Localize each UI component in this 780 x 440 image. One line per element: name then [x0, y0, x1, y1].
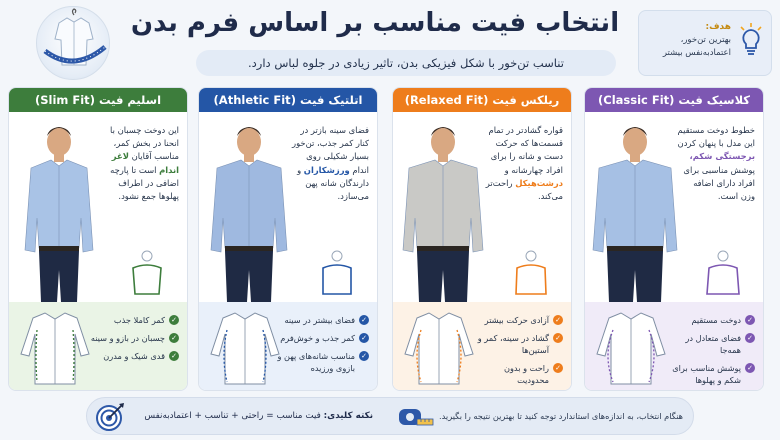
goal-text [645, 21, 731, 60]
check-icon: ✓ [745, 363, 755, 373]
feature-item [471, 362, 563, 386]
feature-text: آزادی حرکت بیشتر [484, 315, 549, 325]
fit-description [101, 124, 179, 203]
fit-card-description-area [393, 112, 571, 302]
body-shape-icon [127, 250, 167, 296]
model-photo [203, 120, 295, 302]
feature-item [87, 332, 179, 344]
footer-tip: هنگام انتخاب، به اندازه‌های استاندارد توجه کنید تا بهترین نتیجه را بگیرید. [439, 411, 683, 421]
feature-text: قدی شیک و مدرن [103, 351, 165, 361]
fit-description-text-end: و دارندگان شانه پهن می‌سازد. [297, 164, 369, 202]
model-photo [397, 120, 489, 302]
fit-description-highlight: ورزشکاران [303, 164, 350, 175]
feature-text: راحت و بدون محدودیت [503, 363, 549, 385]
feature-text: فضای بیشتر در سینه [284, 315, 355, 325]
check-icon: ✓ [359, 315, 369, 325]
feature-item [277, 350, 369, 374]
fit-description [677, 124, 755, 203]
key-note [133, 398, 373, 434]
fit-card-description-area [199, 112, 377, 302]
target-icon [95, 402, 125, 436]
key-note-text: فیت مناسب = راحتی + تناسب + اعتمادبه‌نفس [144, 411, 321, 421]
fit-features-area [199, 302, 377, 390]
check-icon: ✓ [745, 333, 755, 343]
fit-card-relaxed [392, 87, 572, 391]
footer-bar [86, 397, 694, 435]
check-icon: ✓ [553, 333, 563, 343]
feature-item [663, 362, 755, 386]
feature-text: فضای متعادل در همه‌جا [685, 333, 741, 355]
fit-description-text: قواره گشادتر در تمام قسمت‌ها که حرکت دست و شانه را برای افراد چهارشانه و [488, 125, 563, 175]
fit-card-classic [584, 87, 764, 391]
shirt-outline-icon [19, 310, 91, 386]
page-title: انتخاب فیت مناسب بر اساس فرم بدن [130, 8, 620, 38]
fit-description-text-end: است تا پارچه اضافی در اطراف پهلوها جمع نشود. [110, 164, 179, 202]
goal-line-1: بهترین تن‌خور، [680, 35, 731, 45]
feature-item [663, 332, 755, 356]
fit-card-description-area [9, 112, 187, 302]
shirt-outline-icon [403, 310, 475, 386]
lightbulb-icon [739, 23, 763, 61]
goal-title: هدف: [705, 22, 731, 32]
feature-text: مناسب شانه‌های پهن و بازوی ورزیده [277, 351, 355, 373]
fit-description-highlight: درشت‌هیکل [515, 177, 563, 188]
feature-list [471, 314, 563, 391]
page-subtitle: تناسب تن‌خور با شکل فیزیکی بدن، تاثیر زیادی در جلوه لباس دارد. [196, 50, 616, 76]
body-shape-icon [511, 250, 551, 296]
hero-shirt-tape-illustration [36, 6, 110, 80]
feature-list [277, 314, 369, 380]
feature-list [87, 314, 179, 368]
check-icon: ✓ [745, 315, 755, 325]
feature-text: دوخت مستقیم [691, 315, 741, 325]
fit-card-title: اسلیم فیت (Slim Fit) [9, 88, 187, 112]
check-icon: ✓ [169, 351, 179, 361]
fit-card-slim [8, 87, 188, 391]
fit-card-athletic [198, 87, 378, 391]
fit-features-area [585, 302, 763, 390]
feature-item [663, 314, 755, 326]
feature-item [87, 314, 179, 326]
feature-item [471, 314, 563, 326]
feature-text: کمر جذب و خوش‌فرم [280, 333, 355, 343]
check-icon: ✓ [553, 315, 563, 325]
check-icon: ✓ [169, 315, 179, 325]
feature-item [87, 350, 179, 362]
shirt-outline-icon [595, 310, 667, 386]
check-icon: ✓ [553, 363, 563, 373]
feature-text: پوشش مناسب برای شکم و پهلوها [672, 363, 741, 385]
key-note-label: نکته کلیدی: [323, 411, 373, 421]
fit-features-area [393, 302, 571, 390]
shirt-outline-icon [209, 310, 281, 386]
measuring-tape-icon [397, 406, 435, 432]
feature-text: گشاد در سینه، کمر و آستین‌ها [477, 333, 549, 355]
feature-list [663, 314, 755, 391]
model-photo [13, 120, 105, 302]
fit-description [485, 124, 563, 203]
fit-description-text: این دوخت چسبان با انحنا در بخش کمر، مناسب آقایان [110, 125, 179, 162]
fit-description-text-end: پوشش مناسبی برای افراد دارای اضافه وزن است. [683, 164, 755, 202]
fit-description [291, 124, 369, 203]
goal-box [638, 10, 772, 76]
check-icon: ✓ [359, 333, 369, 343]
feature-text: چسبان در بازو و سینه [90, 333, 165, 343]
fit-card-title: اتلتیک فیت (Athletic Fit) [199, 88, 377, 112]
feature-item [277, 314, 369, 326]
body-shape-icon [703, 250, 743, 296]
fit-description-highlight: لاغر اندام [111, 151, 179, 175]
body-shape-icon [317, 250, 357, 296]
fit-card-title: ریلکس فیت (Relaxed Fit) [393, 88, 571, 112]
feature-item [471, 332, 563, 356]
feature-text: کمر کاملا جذب [113, 315, 165, 325]
check-icon: ✓ [169, 333, 179, 343]
fit-card-description-area [585, 112, 763, 302]
fit-description-text-end: راحت‌تر می‌کند. [485, 177, 563, 202]
check-icon: ✓ [359, 351, 369, 361]
fit-description-highlight: برجستگی شکم، [689, 151, 755, 162]
fit-description-text: خطوط دوخت مستقیم این مدل با پنهان کردن [677, 125, 755, 149]
model-photo [589, 120, 681, 302]
fit-features-area [9, 302, 187, 390]
goal-line-2: اعتمادبه‌نفس بیشتر [662, 48, 731, 58]
fit-description-text: فضای سینه بازتر در کنار کمر جذب، تن‌خور بسیار شکیلی روی اندام [292, 125, 369, 175]
feature-item [277, 332, 369, 344]
fit-card-title: کلاسیک فیت (Classic Fit) [585, 88, 763, 112]
